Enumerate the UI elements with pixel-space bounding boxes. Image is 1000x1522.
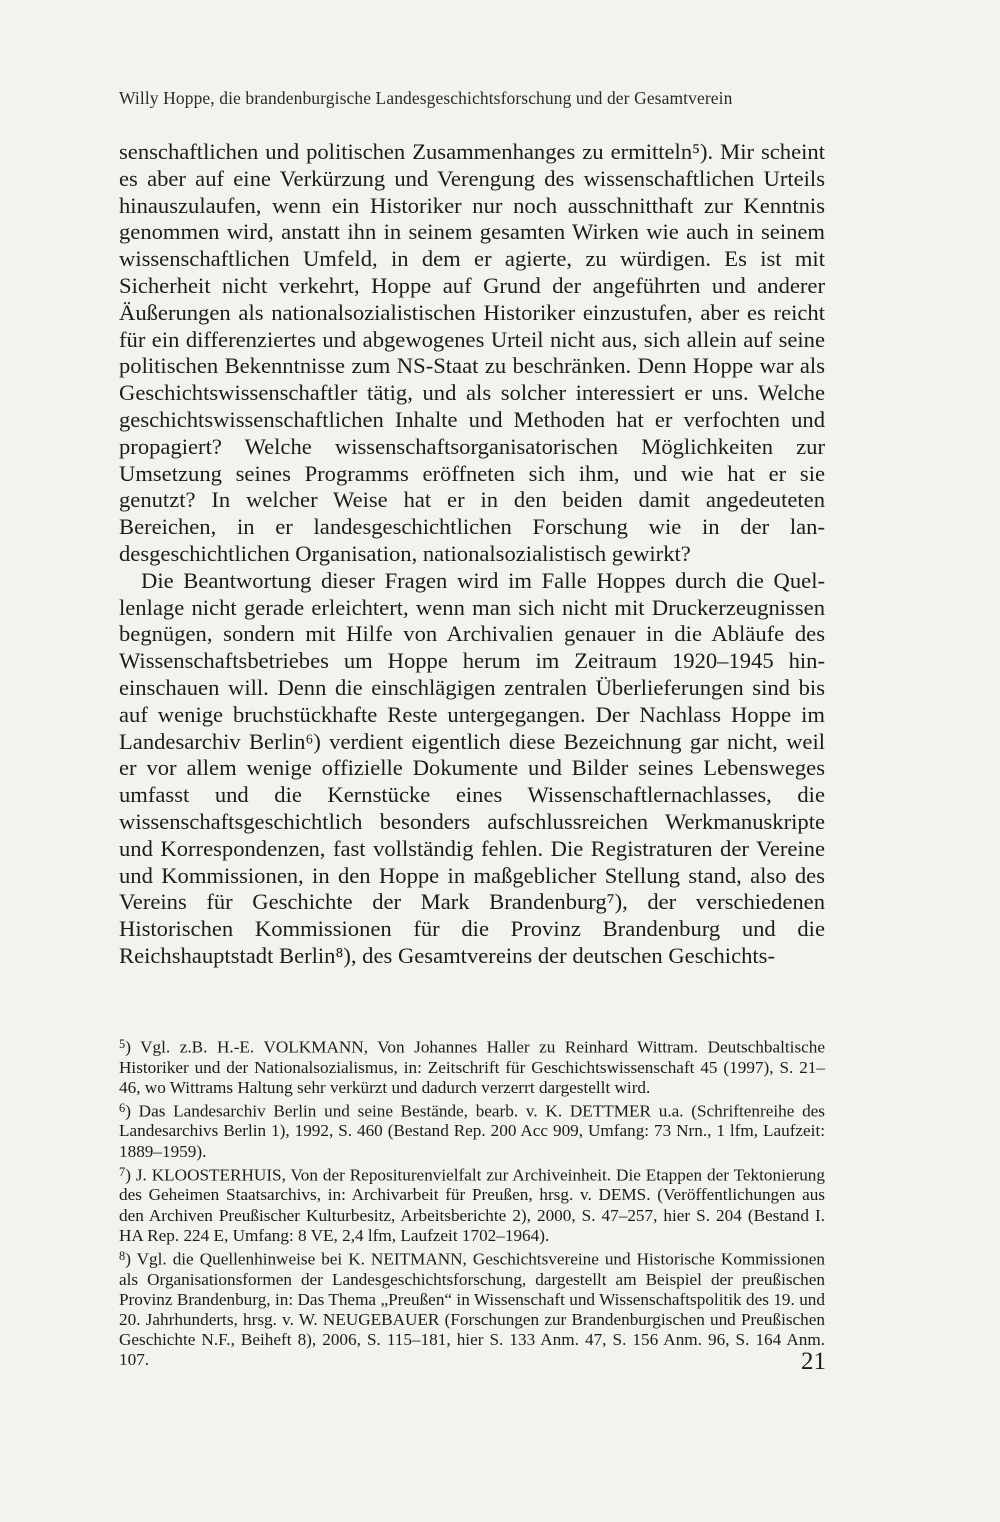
footnotes [119, 1034, 825, 1371]
footnote-mark: 5 [119, 1037, 126, 1051]
footnote-mark: 8 [119, 1249, 126, 1264]
running-head: Willy Hoppe, die brandenburgische Landesgeschichtsforschung und der Gesamtverein [119, 88, 733, 108]
footnote-text: Das Landesarchiv Berlin und seine Bestände, bearb. v. K. DETTMER u.a. (Schriftenreihe des Landesarchivs Berlin 1), 1992, S. 460 (Bestand Rep. 200 Acc 909, Umfang: 73 Nrn., 1 lfm, Laufzeit: 1889–1959). [119, 1101, 825, 1161]
footnote-5: $^5$) Vgl. z.B. H.-E. VOLKMANN, Von Johannes Haller zu Reinhard Wittram. Deutschbaltische Historiker und der Nationalsozialismus, in: Zeitschrift für Geschichtswissenschaft 45 (1997), S. 21–46, wo Wittrams Haltung sehr verkürzt und dadurch verzerrt dargestellt wird. [119, 1037, 825, 1097]
footnote-mark: 6 [119, 1100, 126, 1115]
footnote-text: Vgl. die Quellenhinweise bei K. NEITMANN, Geschichtsvereine und Historische Kommissionen als Organisationsformen der Landesgeschichtsforschung, dargestellt am Beispiel der preußischen Provinz Brandenburg, in: Das Thema „Preußen“ in Wissenschaft und Wissenschaftspolitik des 19. und 20. Jahrhunderts, hrsg. v. W. NEUGEBAUER (Forschungen zur Brandenburgischen und Preußischen Geschichte N.F., Beiheft 8), 2006, S. 115–181, hier S. 133 Anm. 47, S. 156 Anm. 96, S. 164 Anm. 107. [119, 1249, 825, 1370]
footnote-text: Vgl. z.B. H.-E. VOLKMANN, Von Johannes Haller zu Reinhard Wittram. Deutschbaltische Historiker und der Nationalsozialismus, in: Zeitschrift für Geschichtswissenschaft 45 (1997), S. 21–46, wo Wittrams Haltung sehr verkürzt und dadurch verzerrt dargestellt wird. [119, 1037, 825, 1097]
main-text [119, 139, 825, 970]
paragraph-1: senschaftlichen und politischen Zusammenhanges zu ermitteln⁵). Mir scheint es aber auf eine Verkürzung und Verengung des wissenschaftlichen Urteils hinauszulaufen, wenn ein Historiker nur noch ausschnitthaft zur Kenntnis genommen wird, anstatt ihn in seinem gesamten Wirken wie auch in seinem wissenschaftlichen Umfeld, in dem er agierte, zu würdigen. Es ist mit Sicherheit nicht verkehrt, Hoppe auf Grund der angeführten und anderer Äußerungen als nationalsozialistischen Historiker einzustufen, aber es reicht für ein differenziertes und abgewogenes Urteil nicht aus, sich allein auf seine politischen Bekenntnisse zum NS-Staat zu beschränken. Denn Hoppe war als Geschichtswissenschaftler tätig, und als solcher interessiert er uns. Welche geschichtswissenschaftlichen Inhalte und Methoden hat er verfochten und propagiert? Welche wissenschaftsorganisatorischen Möglichkeiten zur Umsetzung seines Programms eröffneten sich ihm, und wie hat er sie genutzt? In welcher Weise hat er in den beiden damit angedeuteten Bereichen, in er landesgeschichtlichen Forschung wie in der landesgeschichtlichen Organisation, nationalsozialistisch gewirkt? [119, 139, 825, 566]
page-number: 21 [801, 1348, 826, 1375]
footnote-7: $^7$) J. KLOOSTERHUIS, Von der Repositurenvielfalt zur Archiveinheit. Die Etappen der Tektonierung des Geheimen Staatsarchivs, in: Archivarbeit für Preußen, hrsg. v. DEMS. (Veröffentlichungen aus den Archiven Preußischer Kulturbesitz, Arbeitsberichte 2), 2000, S. 47–257, hier S. 204 (Bestand I. HA Rep. 224 E, Umfang: 8 VE, 2,4 lfm, Laufzeit 1702–1964). [119, 1164, 825, 1245]
footnote-6: $^6$) Das Landesarchiv Berlin und seine Bestände, bearb. v. K. DETTMER u.a. (Schriftenreihe des Landesarchivs Berlin 1), 1992, S. 460 (Bestand Rep. 200 Acc 909, Umfang: 73 Nrn., 1 lfm, Laufzeit: 1889–1959). [119, 1100, 825, 1161]
footnote-mark: 7 [119, 1164, 126, 1179]
footnote-text: J. KLOOSTERHUIS, Von der Repositurenvielfalt zur Archiveinheit. Die Etappen der Tektonierung des Geheimen Staatsarchivs, in: Archivarbeit für Preußen, hrsg. v. DEMS. (Veröffentlichungen aus den Archiven Preußischer Kulturbesitz, Arbeitsberichte 2), 2000, S. 47–257, hier S. 204 (Bestand I. HA Rep. 224 E, Umfang: 8 VE, 2,4 lfm, Laufzeit 1702–1964). [119, 1165, 825, 1245]
footnote-8: $^8$) Vgl. die Quellenhinweise bei K. NEITMANN, Geschichtsvereine und Historische Kommissionen als Organisationsformen der Landesgeschichtsforschung, dargestellt am Beispiel der preußischen Provinz Brandenburg, in: Das Thema „Preußen“ in Wissenschaft und Wissenschaftspolitik des 19. und 20. Jahrhunderts, hrsg. v. W. NEUGEBAUER (Forschungen zur Brandenburgischen und Preußischen Geschichte N.F., Beiheft 8), 2006, S. 115–181, hier S. 133 Anm. 47, S. 156 Anm. 96, S. 164 Anm. 107. [119, 1249, 825, 1370]
paragraph-2: Die Beantwortung dieser Fragen wird im Falle Hoppes durch die Quellenlage nicht gerade erleichtert, wenn man sich nicht mit Druckerzeugnissen begnügen, sondern mit Hilfe von Archivalien genauer in die Abläufe des Wissenschaftsbetriebes um Hoppe herum im Zeitraum 1920–1945 hineinschauen will. Denn die einschlägigen zentralen Überlieferungen sind bis auf wenige bruchstückhafte Reste untergegangen. Der Nachlass Hoppe im Landesarchiv Berlin⁶) verdient eigentlich diese Bezeichnung gar nicht, weil er vor allem wenige offizielle Dokumente und Bilder seines Lebensweges umfasst und die Kernstücke eines Wissenschaftlernachlasses, die wissenschaftsgeschichtlich besonders aufschlussreichen Werkmanuskripte und Korrespondenzen, fast vollständig fehlen. Die Registraturen der Vereine und Kommissionen, in den Hoppe in maßgeblicher Stellung stand, also des Vereins für Geschichte der Mark Brandenburg⁷), der verschiedenen Historischen Kommissionen für die Provinz Brandenburg und die Reichshauptstadt Berlin⁸), des Gesamtvereins der deutschen Geschichts- [119, 567, 825, 968]
